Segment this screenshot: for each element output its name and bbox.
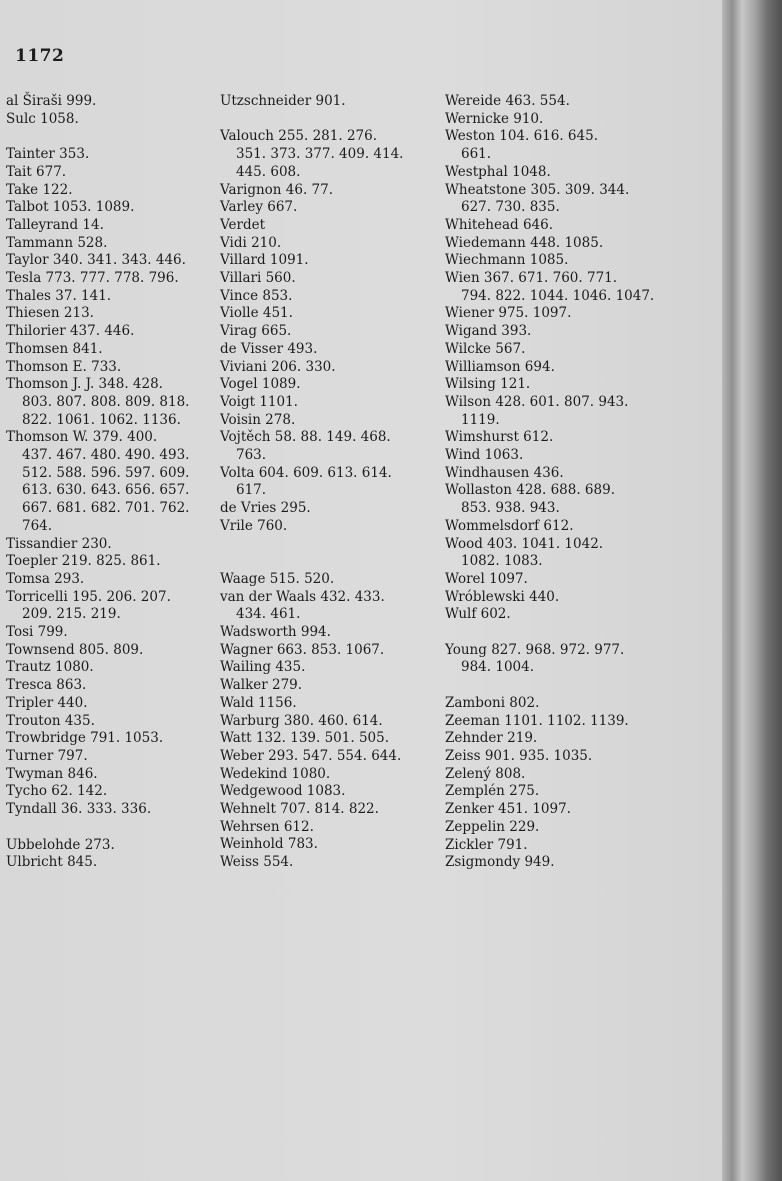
entry-line: Tesla 773. 777. 778. 796. xyxy=(6,270,179,287)
entry-line: Violle 451. xyxy=(220,305,293,322)
entry-continuation: 613. 630. 643. 656. 657. xyxy=(22,482,190,499)
entry-line: Wereide 463. 554. xyxy=(445,93,570,109)
entry-line: Wernicke 910. xyxy=(445,110,544,127)
index-entry xyxy=(6,713,218,731)
entry-line: Thilorier 437. 446. xyxy=(6,323,135,340)
index-entry xyxy=(220,659,438,677)
entry-line: Wommelsdorf 612. xyxy=(445,517,574,534)
entry-line: Voigt 1101. xyxy=(220,393,298,410)
entry-line: Worel 1097. xyxy=(445,570,528,587)
index-entry xyxy=(6,235,218,253)
index-entry xyxy=(445,111,677,129)
index-entry xyxy=(220,270,438,288)
index-column-3 xyxy=(445,93,677,872)
index-entry xyxy=(220,713,438,731)
index-entry xyxy=(445,323,677,341)
section-gap xyxy=(445,624,677,642)
index-entry xyxy=(445,801,677,819)
entry-line: Thiesen 213. xyxy=(6,305,94,322)
entry-line: Trautz 1080. xyxy=(6,659,94,676)
index-entry xyxy=(220,359,438,377)
index-entry xyxy=(6,429,218,535)
index-entry xyxy=(6,854,218,872)
index-entry xyxy=(445,837,677,855)
entry-line: al Širaši 999. xyxy=(6,93,97,109)
entry-line: Thomson J. J. 348. 428. xyxy=(6,376,163,393)
entry-line: Zsigmondy 949. xyxy=(445,854,555,871)
entry-line: Wimshurst 612. xyxy=(445,429,554,446)
index-entry xyxy=(6,553,218,571)
index-entry xyxy=(6,624,218,642)
entry-continuation: 763. xyxy=(236,447,267,464)
index-entry xyxy=(6,695,218,713)
index-entry xyxy=(6,93,218,111)
entry-line: Williamson 694. xyxy=(445,358,555,375)
index-entry xyxy=(6,288,218,306)
index-entry xyxy=(220,766,438,784)
index-entry xyxy=(6,748,218,766)
index-entry xyxy=(220,235,438,253)
entry-line: Tyndall 36. 333. 336. xyxy=(6,801,152,818)
entry-line: Volta 604. 609. 613. 614. xyxy=(220,464,392,481)
entry-line: Taylor 340. 341. 343. 446. xyxy=(6,252,186,269)
index-entry xyxy=(445,128,677,163)
entry-line: Tripler 440. xyxy=(6,694,88,711)
index-entry xyxy=(6,766,218,784)
index-entry xyxy=(445,305,677,323)
index-entry xyxy=(445,642,677,677)
index-entry xyxy=(445,252,677,270)
index-entry xyxy=(6,783,218,801)
entry-line: Watt 132. 139. 501. 505. xyxy=(220,730,390,747)
index-entry xyxy=(445,766,677,784)
index-entry xyxy=(445,854,677,872)
book-gutter xyxy=(722,0,782,1181)
index-entry xyxy=(445,376,677,394)
index-entry xyxy=(220,801,438,819)
index-entry xyxy=(220,252,438,270)
entry-line: Wailing 435. xyxy=(220,659,306,676)
index-entry xyxy=(6,376,218,429)
index-entry xyxy=(220,199,438,217)
entry-line: de Vries 295. xyxy=(220,500,311,517)
entry-line: Wilsing 121. xyxy=(445,376,531,393)
index-entry xyxy=(6,730,218,748)
index-entry xyxy=(220,642,438,660)
entry-line: Zeppelin 229. xyxy=(445,818,540,835)
index-entry xyxy=(445,730,677,748)
entry-line: Zamboni 802. xyxy=(445,694,540,711)
entry-line: Wigand 393. xyxy=(445,323,532,340)
index-entry xyxy=(6,677,218,695)
entry-line: Tammann 528. xyxy=(6,234,108,251)
entry-continuation: 667. 681. 682. 701. 762. xyxy=(22,500,190,517)
index-entry xyxy=(220,394,438,412)
index-entry xyxy=(6,111,218,129)
entry-continuation: 437. 467. 480. 490. 493. xyxy=(22,447,190,464)
index-entry xyxy=(445,235,677,253)
index-entry xyxy=(445,819,677,837)
index-entry xyxy=(445,748,677,766)
entry-line: Thales 37. 141. xyxy=(6,287,112,304)
entry-line: Wehrsen 612. xyxy=(220,818,314,835)
section-gap xyxy=(220,536,438,554)
entry-continuation: 794. 822. 1044. 1046. 1047. xyxy=(461,287,655,304)
index-entry xyxy=(220,783,438,801)
index-entry xyxy=(445,182,677,217)
entry-line: Zehnder 219. xyxy=(445,730,538,747)
index-column-2 xyxy=(220,93,438,872)
index-entry xyxy=(220,589,438,624)
index-entry xyxy=(220,695,438,713)
index-column-1 xyxy=(6,93,218,872)
entry-line: Sulc 1058. xyxy=(6,110,79,127)
entry-line: Warburg 380. 460. 614. xyxy=(220,712,383,729)
index-entry xyxy=(220,128,438,181)
section-gap xyxy=(220,553,438,571)
index-entry xyxy=(6,659,218,677)
entry-line: Ulbricht 845. xyxy=(6,854,98,871)
entry-continuation: 434. 461. xyxy=(236,606,301,623)
entry-line: Verdet xyxy=(220,216,266,233)
index-entry xyxy=(445,465,677,483)
index-entry xyxy=(220,819,438,837)
entry-line: Talbot 1053. 1089. xyxy=(6,199,135,216)
entry-line: Zenker 451. 1097. xyxy=(445,801,571,818)
index-entry xyxy=(6,571,218,589)
entry-line: Wood 403. 1041. 1042. xyxy=(445,535,604,552)
index-entry xyxy=(445,695,677,713)
index-entry xyxy=(220,854,438,872)
page-number: 1172 xyxy=(15,46,65,66)
entry-line: Ubbelohde 273. xyxy=(6,836,115,853)
entry-line: Voisin 278. xyxy=(220,411,296,428)
entry-continuation: 822. 1061. 1062. 1136. xyxy=(22,411,181,428)
index-entry xyxy=(220,217,438,235)
entry-line: Tait 677. xyxy=(6,163,67,180)
index-entry xyxy=(445,217,677,235)
entry-line: Vince 853. xyxy=(220,287,293,304)
index-entry xyxy=(220,323,438,341)
entry-line: Torricelli 195. 206. 207. xyxy=(6,588,171,605)
index-entry xyxy=(6,642,218,660)
entry-line: Whitehead 646. xyxy=(445,216,554,233)
entry-line: Valouch 255. 281. 276. xyxy=(220,128,378,145)
entry-line: Vrile 760. xyxy=(220,517,288,534)
index-entry xyxy=(6,217,218,235)
entry-line: Wulf 602. xyxy=(445,606,511,623)
index-entry xyxy=(6,146,218,164)
index-entry xyxy=(6,270,218,288)
index-entry xyxy=(220,571,438,589)
index-entry xyxy=(220,182,438,200)
entry-line: Vojtěch 58. 88. 149. 468. xyxy=(220,429,391,446)
entry-line: Varley 667. xyxy=(220,199,298,216)
entry-continuation: 661. xyxy=(461,146,492,163)
entry-line: Viviani 206. 330. xyxy=(220,358,336,375)
entry-line: Walker 279. xyxy=(220,677,303,694)
entry-line: Weiss 554. xyxy=(220,854,294,871)
entry-line: Zeiss 901. 935. 1035. xyxy=(445,747,593,764)
entry-line: Wald 1156. xyxy=(220,694,297,711)
entry-line: Vidi 210. xyxy=(220,234,282,251)
entry-line: Weber 293. 547. 554. 644. xyxy=(220,747,402,764)
entry-line: Wehnelt 707. 814. 822. xyxy=(220,801,379,818)
index-entry xyxy=(6,837,218,855)
index-entry xyxy=(445,359,677,377)
index-entry xyxy=(220,376,438,394)
index-entry xyxy=(6,323,218,341)
entry-continuation: 617. xyxy=(236,482,267,499)
index-entry xyxy=(220,748,438,766)
entry-continuation: 445. 608. xyxy=(236,163,301,180)
index-entry xyxy=(6,589,218,624)
index-entry xyxy=(445,482,677,517)
entry-line: Talleyrand 14. xyxy=(6,216,104,233)
entry-line: Wilson 428. 601. 807. 943. xyxy=(445,393,629,410)
entry-continuation: 1082. 1083. xyxy=(461,553,543,570)
index-entry xyxy=(6,359,218,377)
entry-line: van der Waals 432. 433. xyxy=(220,588,385,605)
entry-line: Tomsa 293. xyxy=(6,570,85,587)
entry-line: Zelený 808. xyxy=(445,765,526,782)
entry-line: Vogel 1089. xyxy=(220,376,301,393)
index-entry xyxy=(445,518,677,536)
entry-line: Tainter 353. xyxy=(6,146,90,163)
index-entry xyxy=(6,182,218,200)
index-entry xyxy=(445,606,677,624)
entry-line: Villari 560. xyxy=(220,270,296,287)
entry-continuation: 764. xyxy=(22,517,53,534)
index-entry xyxy=(445,571,677,589)
entry-line: Tosi 799. xyxy=(6,624,68,641)
entry-line: Utzschneider 901. xyxy=(220,93,346,109)
entry-line: Tycho 62. 142. xyxy=(6,783,108,800)
index-entry xyxy=(220,677,438,695)
section-gap xyxy=(6,819,218,837)
index-entry xyxy=(6,305,218,323)
index-entry xyxy=(6,801,218,819)
entry-line: Villard 1091. xyxy=(220,252,309,269)
index-entry xyxy=(220,288,438,306)
index-entry xyxy=(220,624,438,642)
entry-continuation: 853. 938. 943. xyxy=(461,500,560,517)
entry-line: Virag 665. xyxy=(220,323,292,340)
index-entry xyxy=(220,500,438,518)
entry-line: Thomson W. 379. 400. xyxy=(6,429,158,446)
entry-line: Twyman 846. xyxy=(6,765,98,782)
entry-line: Waage 515. 520. xyxy=(220,570,335,587)
index-entry xyxy=(445,164,677,182)
entry-line: Westphal 1048. xyxy=(445,163,551,180)
index-entry xyxy=(445,93,677,111)
index-entry xyxy=(6,199,218,217)
index-entry xyxy=(445,270,677,305)
entry-line: Thomsen 841. xyxy=(6,340,103,357)
section-gap xyxy=(220,111,438,129)
entry-line: Wróblewski 440. xyxy=(445,588,560,605)
index-entry xyxy=(220,465,438,500)
index-entry xyxy=(220,93,438,111)
entry-line: Wiener 975. 1097. xyxy=(445,305,572,322)
entry-line: Wedgewood 1083. xyxy=(220,783,346,800)
entry-line: Wollaston 428. 688. 689. xyxy=(445,482,615,499)
index-entry xyxy=(220,341,438,359)
entry-line: Take 122. xyxy=(6,181,73,198)
entry-continuation: 512. 588. 596. 597. 609. xyxy=(22,464,190,481)
index-entry xyxy=(6,536,218,554)
entry-line: Zeeman 1101. 1102. 1139. xyxy=(445,712,629,729)
index-entry xyxy=(220,429,438,464)
entry-line: Toepler 219. 825. 861. xyxy=(6,553,161,570)
index-entry xyxy=(220,836,438,854)
entry-line: Weston 104. 616. 645. xyxy=(445,128,598,145)
entry-line: Wiedemann 448. 1085. xyxy=(445,234,604,251)
entry-continuation: 209. 215. 219. xyxy=(22,606,121,623)
index-entry xyxy=(220,412,438,430)
entry-continuation: 803. 807. 808. 809. 818. xyxy=(22,393,190,410)
index-entry xyxy=(220,305,438,323)
index-entry xyxy=(445,447,677,465)
index-entry xyxy=(6,341,218,359)
entry-continuation: 351. 373. 377. 409. 414. xyxy=(236,146,404,163)
entry-line: Thomson E. 733. xyxy=(6,358,122,375)
entry-continuation: 984. 1004. xyxy=(461,659,534,676)
index-entry xyxy=(445,713,677,731)
section-gap xyxy=(6,128,218,146)
index-entry xyxy=(220,518,438,536)
entry-line: Wind 1063. xyxy=(445,447,524,464)
entry-line: Wedekind 1080. xyxy=(220,765,331,782)
entry-line: Tissandier 230. xyxy=(6,535,112,552)
entry-line: Zemplén 275. xyxy=(445,783,540,800)
index-entry xyxy=(6,252,218,270)
entry-line: Trouton 435. xyxy=(6,712,95,729)
index-entry xyxy=(445,341,677,359)
index-entry xyxy=(445,394,677,429)
entry-line: Turner 797. xyxy=(6,748,88,764)
index-entry xyxy=(445,536,677,571)
entry-line: Weinhold 783. xyxy=(220,836,318,853)
entry-line: Trowbridge 791. 1053. xyxy=(6,730,164,747)
entry-line: Wiechmann 1085. xyxy=(445,252,569,269)
entry-line: Wagner 663. 853. 1067. xyxy=(220,641,385,658)
index-entry xyxy=(6,164,218,182)
entry-line: Wilcke 567. xyxy=(445,340,526,357)
index-entry xyxy=(445,429,677,447)
index-entry xyxy=(445,589,677,607)
entry-line: Windhausen 436. xyxy=(445,464,564,481)
entry-continuation: 1119. xyxy=(461,411,500,428)
entry-line: Young 827. 968. 972. 977. xyxy=(445,641,625,658)
section-gap xyxy=(445,677,677,695)
entry-line: Zickler 791. xyxy=(445,836,528,853)
entry-line: de Visser 493. xyxy=(220,340,318,357)
index-entry xyxy=(220,730,438,748)
entry-line: Wheatstone 305. 309. 344. xyxy=(445,181,630,198)
entry-line: Wadsworth 994. xyxy=(220,624,331,641)
entry-continuation: 627. 730. 835. xyxy=(461,199,560,216)
entry-line: Tresca 863. xyxy=(6,677,87,694)
entry-line: Townsend 805. 809. xyxy=(6,641,144,658)
index-entry xyxy=(445,783,677,801)
entry-line: Varignon 46. 77. xyxy=(220,181,334,198)
entry-line: Wien 367. 671. 760. 771. xyxy=(445,270,618,287)
